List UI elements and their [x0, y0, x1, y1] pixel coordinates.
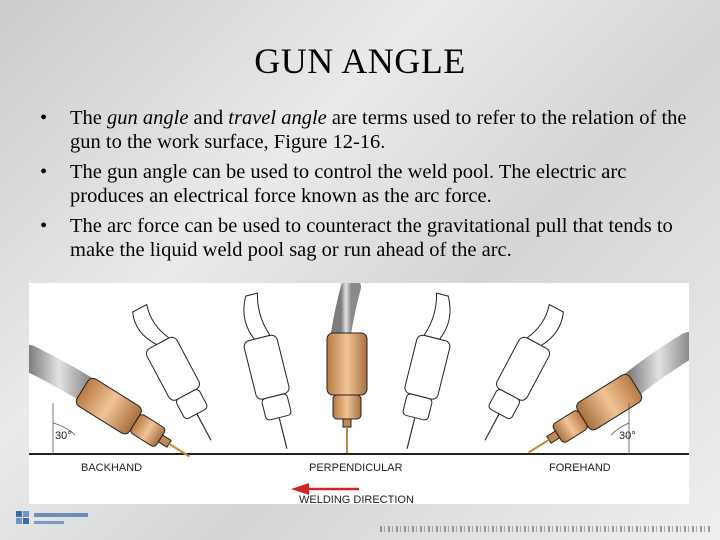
bullet-item: [40, 214, 700, 262]
bullet-item: [40, 106, 700, 154]
publisher-logo: [12, 505, 92, 537]
bullet-text: The arc force can be used to counteract the gravitational pull that tends to make the liquid weld pool sag or run ahead of the arc.: [70, 215, 673, 261]
gun-angle-figure: [29, 283, 689, 504]
slide-title: GUN ANGLE: [254, 41, 466, 81]
gun-angle-diagram: [29, 283, 689, 504]
angle-left-label: 30°: [55, 430, 72, 442]
welding-direction-label: WELDING DIRECTION: [299, 494, 414, 504]
perpendicular-label: PERPENDICULAR: [309, 462, 403, 474]
bullet-item: [40, 160, 700, 208]
perpendicular-gun: [327, 287, 367, 453]
term-travel-angle: travel angle: [228, 107, 327, 129]
bullet-text-run: The: [70, 107, 107, 129]
forehand-label: FOREHAND: [549, 462, 611, 474]
bullet-marker: •: [40, 215, 48, 237]
bullet-text: The gun angle can be used to control the weld pool. The electric arc produces an electrical force known as the arc force.: [70, 161, 627, 207]
bullet-text: [70, 107, 687, 153]
backhand-label: BACKHAND: [81, 462, 143, 474]
bullet-list: [40, 106, 700, 268]
angle-right-label: 30°: [619, 430, 636, 442]
white-gun-near-backhand: [232, 291, 303, 453]
term-gun-angle: gun angle: [107, 107, 189, 129]
bullet-text-run: and: [188, 107, 229, 129]
white-gun-near-forehand: [391, 291, 462, 453]
bullet-marker: •: [40, 107, 48, 129]
bullet-marker: •: [40, 161, 48, 183]
bullet-text-run: are terms used to refer to the relation of the gun to the work surface, Figure 12-16.: [70, 107, 687, 153]
footer-copyright-strip: [380, 526, 710, 532]
